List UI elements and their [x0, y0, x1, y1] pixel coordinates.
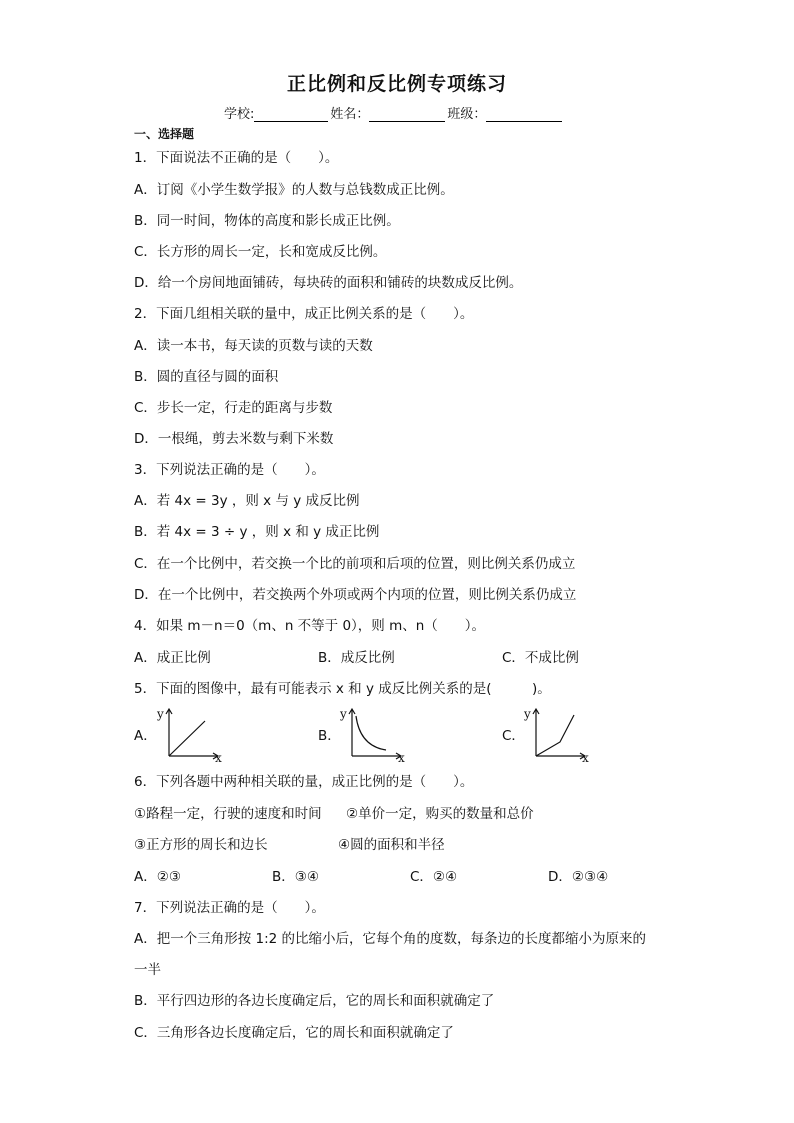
q5-option-a-label: A． [134, 728, 157, 744]
q5-stem: 5．下面的图像中，最有可能表示 x 和 y 成反比例关系的是( )。 [134, 681, 551, 697]
q5-b-curve [356, 716, 386, 750]
q5-c-line [536, 715, 574, 756]
q6-stem: 6．下列各题中两种相关联的量，成正比例的是（ ）。 [134, 774, 474, 790]
q2-option-d: D．一根绳，剪去米数与剩下米数 [134, 431, 334, 447]
q1-option-d: D．给一个房间地面铺砖，每块砖的面积和铺砖的块数成反比例。 [134, 275, 523, 291]
q7-option-c: C．三角形各边长度确定后，它的周长和面积就确定了 [134, 1025, 454, 1041]
page-title: 正比例和反比例专项练习 [286, 73, 507, 95]
class-label: 班级： [447, 107, 487, 122]
school-label: 学校: [224, 107, 255, 122]
q6-item-4: ④圆的面积和半径 [338, 837, 445, 853]
q5-a-y-label: y [157, 707, 164, 721]
q1-option-c: C．长方形的周长一定，长和宽成反比例。 [134, 244, 387, 260]
q5-graph-c [522, 706, 592, 765]
q5-c-x-label: x [582, 751, 589, 765]
q6-item-1: ①路程一定，行驶的速度和时间 [134, 806, 322, 822]
q6-option-a: A．②③ [134, 869, 181, 885]
q2-option-b: B．圆的直径与圆的面积 [134, 369, 279, 385]
q2-stem: 2．下面几组相关联的量中，成正比例关系的是（ ）。 [134, 306, 474, 322]
q3-option-d: D．在一个比例中，若交换两个外项或两个内项的位置，则比例关系仍成立 [134, 587, 577, 603]
q3-option-a: A．若 4x = 3y ，则 x 与 y 成反比例 [134, 493, 360, 509]
q3-option-c: C．在一个比例中，若交换一个比的前项和后项的位置，则比例关系仍成立 [134, 556, 576, 572]
q5-graph-a [155, 706, 225, 765]
class-blank[interactable] [486, 109, 562, 122]
q6-item-3: ③正方形的周长和边长 [134, 837, 268, 853]
q5-a-line [169, 721, 205, 756]
q4-option-c: C．不成比例 [502, 650, 579, 666]
q6-item-2: ②单价一定，购买的数量和总价 [346, 806, 534, 822]
q6-option-d: D．②③④ [548, 869, 609, 885]
q1-option-b: B．同一时间，物体的高度和影长成正比例。 [134, 213, 400, 229]
student-info-line [224, 103, 564, 122]
q2-option-a: A．读一本书，每天读的页数与读的天数 [134, 338, 373, 354]
q7-option-a-line2: 一半 [134, 962, 161, 978]
q1-stem: 1．下面说法不正确的是（ ）。 [134, 150, 339, 166]
q6-option-c: C．②④ [410, 869, 458, 885]
q5-option-b-label: B． [318, 728, 341, 744]
q4-option-a: A．成正比例 [134, 650, 211, 666]
q7-stem: 7．下列说法正确的是（ ）。 [134, 900, 325, 916]
name-label: 姓名： [330, 107, 370, 122]
section-heading: 一、选择题 [134, 127, 195, 141]
q4-option-b: B．成反比例 [318, 650, 395, 666]
q6-option-b: B．③④ [272, 869, 319, 885]
q7-option-a-line1: A．把一个三角形按 1:2 的比缩小后，它每个角的度数，每条边的长度都缩小为原来的 [134, 931, 647, 947]
q5-option-c-label: C． [502, 728, 525, 744]
q5-b-y-label: y [340, 707, 347, 721]
q5-graph-b [338, 706, 408, 765]
q1-option-a: A．订阅《小学生数学报》的人数与总钱数成正比例。 [134, 182, 454, 198]
q5-b-x-label: x [398, 751, 405, 765]
q3-stem: 3．下列说法正确的是（ ）。 [134, 462, 325, 478]
q7-option-b: B．平行四边形的各边长度确定后，它的周长和面积就确定了 [134, 993, 495, 1009]
name-blank[interactable] [369, 109, 445, 122]
q5-c-y-label: y [524, 707, 531, 721]
q2-option-c: C．步长一定，行走的距离与步数 [134, 400, 333, 416]
q5-a-x-label: x [215, 751, 222, 765]
school-blank[interactable] [254, 109, 328, 122]
q4-stem: 4．如果 m－n＝0（m、n 不等于 0），则 m、n（ ）。 [134, 618, 486, 634]
q3-option-b: B．若 4x = 3 ÷ y ，则 x 和 y 成正比例 [134, 524, 380, 540]
